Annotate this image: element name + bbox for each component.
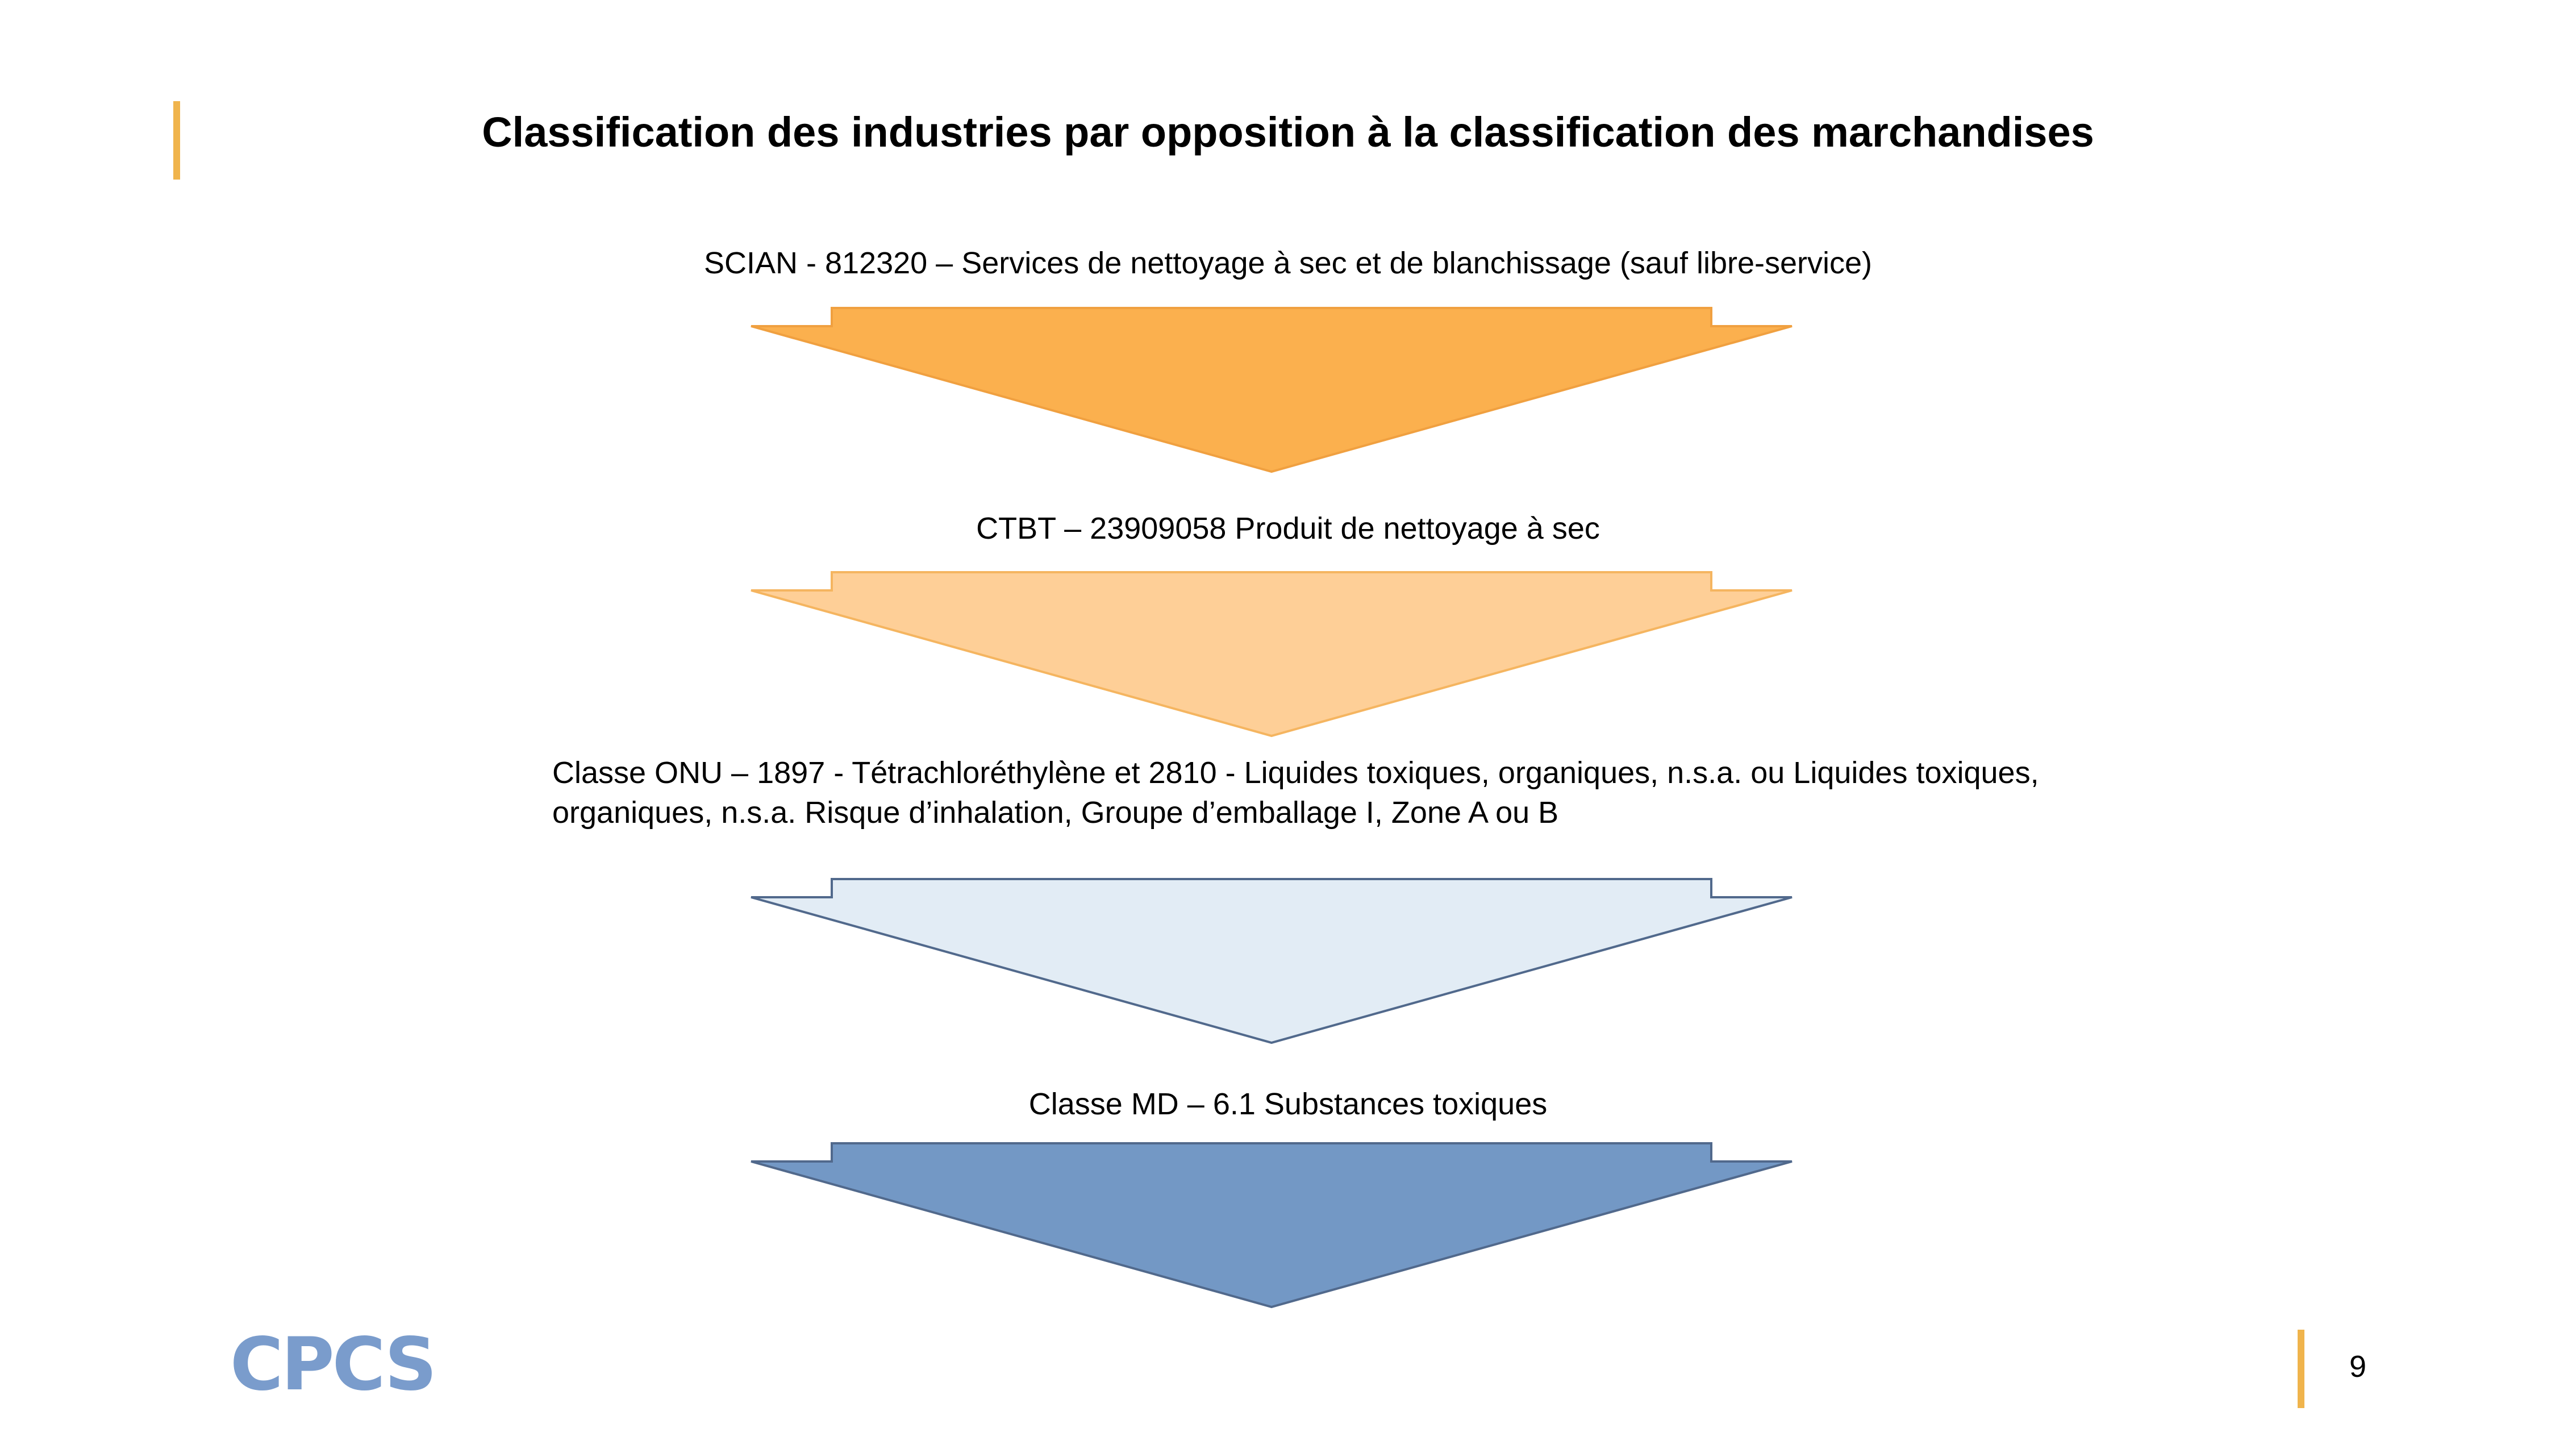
step-arrow-onu xyxy=(750,878,1793,1048)
page-number-accent-bar xyxy=(2298,1330,2304,1408)
step-label-ctbt: CTBT – 23909058 Produit de nettoyage à sec xyxy=(976,511,1600,546)
step-label-scian: SCIAN - 812320 – Services de nettoyage à sec et de blanchissage (sauf libre-service) xyxy=(703,246,1873,280)
step-arrow-scian xyxy=(750,307,1793,477)
svg-text:CPCS: CPCS xyxy=(230,1333,435,1398)
step-label-onu: Classe ONU – 1897 - Tétrachloréthylène et 2810 - Liquides toxiques, organiques, n.s.a. ou Liquides toxiques, organiques, n.s.a. Risque d’inhalation, Groupe d’emballage I, Zone A ou B xyxy=(552,756,2039,830)
page-number: 9 xyxy=(2349,1350,2367,1384)
slide-title: Classification des industries par opposition à la classification des marchandises xyxy=(482,109,2094,156)
step-label-md: Classe MD – 6.1 Substances toxiques xyxy=(1028,1087,1548,1121)
step-arrow-ctbt xyxy=(750,571,1793,742)
cpcs-logo xyxy=(202,1333,463,1398)
step-arrow-md xyxy=(750,1142,1793,1313)
